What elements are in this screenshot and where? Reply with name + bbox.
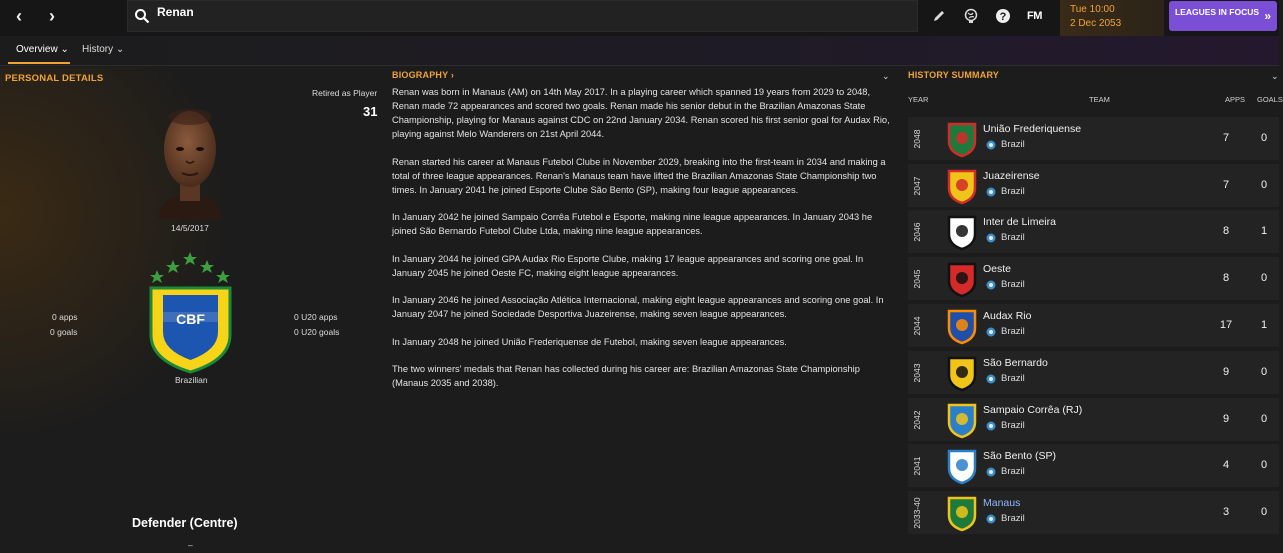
search-bar[interactable] (127, 0, 918, 32)
senior-goals: 0 goals (50, 327, 78, 337)
col-header-apps[interactable]: APPS (1225, 95, 1246, 104)
search-query: Renan (157, 5, 194, 19)
brazil-flag-icon (986, 327, 996, 337)
col-header-team[interactable]: TEAM (1089, 95, 1110, 104)
active-tab-indicator (8, 62, 70, 64)
bio-paragraph: In January 2044 he joined GPA Audax Rio Esporte Clube, making 17 league appearances and scoring one goal. In January 2045 he joined Oeste FC, making eight league appearances. (392, 253, 864, 278)
game-time: Tue 10:00 (1070, 4, 1115, 15)
history-goals: 1 (1260, 319, 1268, 331)
team-name-link[interactable]: Oeste (983, 263, 1012, 275)
sao-bernardo-crest[interactable] (945, 355, 979, 391)
history-collapse-chevron-icon[interactable]: ⌄ (1271, 71, 1279, 81)
history-year: 2046 (912, 222, 922, 241)
sampaio-correa-crest[interactable] (945, 402, 979, 438)
svg-text:?: ? (999, 11, 1007, 23)
juazeirense-crest[interactable] (945, 168, 979, 204)
uniao-crest[interactable] (945, 121, 979, 157)
date-of-birth: 14/5/2017 (171, 223, 209, 233)
history-apps: 3 (1222, 506, 1230, 518)
brazil-flag-icon (986, 140, 996, 150)
history-apps: 9 (1222, 366, 1230, 378)
player-portrait (154, 103, 226, 219)
history-year-cell (908, 398, 926, 441)
sub-navigation (0, 36, 1279, 66)
history-row[interactable] (908, 351, 1279, 394)
team-nation: Brazil (1001, 420, 1025, 431)
edit-icon[interactable] (931, 8, 947, 24)
history-row[interactable] (908, 164, 1279, 207)
team-nation: Brazil (1001, 373, 1025, 384)
brazil-flag-icon (986, 421, 996, 431)
biography-text (392, 85, 898, 404)
history-goals: 1 (1260, 225, 1268, 237)
world-icon[interactable] (963, 8, 979, 24)
senior-apps: 0 apps (52, 312, 78, 322)
inter-limeira-crest[interactable] (945, 214, 979, 250)
history-apps: 8 (1222, 272, 1230, 284)
u20-goals: 0 U20 goals (294, 327, 340, 337)
team-name-link[interactable]: São Bernardo (983, 357, 1048, 369)
history-goals: 0 (1260, 459, 1268, 471)
col-header-goals[interactable]: GOALS (1257, 95, 1283, 104)
bio-paragraph: In January 2048 he joined União Frederiquense de Futebol, making seven league appearances. (392, 336, 787, 347)
history-apps: 4 (1222, 459, 1230, 471)
history-year: 2048 (912, 129, 922, 148)
double-chevron-icon: » (1264, 9, 1271, 23)
history-goals: 0 (1260, 179, 1268, 191)
bio-paragraph: The two winners' medals that Renan has collected during his career are: Brazilian Amazonas State Championship (Manaus 2035 and 2038). (392, 364, 860, 388)
team-name-link[interactable]: São Bento (SP) (983, 450, 1056, 462)
leagues-in-focus-label: LEAGUES IN FOCUS (1174, 7, 1260, 17)
history-year-cell (908, 117, 926, 160)
bio-paragraph: In January 2042 he joined Sampaio Corrêa Futebol e Esporte, making nine league appearances. In January 2043 he joined São Bernardo Futebol Clube Ltda, making nine league appearances. (392, 212, 873, 236)
history-year-cell (908, 304, 926, 347)
game-date-text: 2 Dec 2053 (1070, 18, 1122, 29)
sao-bento-crest[interactable] (945, 448, 979, 484)
team-name-link[interactable]: Inter de Limeira (983, 216, 1056, 228)
bio-paragraph: Renan started his career at Manaus Futebol Clube in November 2029, breaking into the first-team in 2034 and making a total of three league appearances. Renan's Manaus team have lifted the Brazilian Amazonas State Championship two times. In January 2041 he joined Esporte Clube São Bento (SP), making four league appearances. (392, 156, 886, 195)
biography-panel (386, 67, 902, 553)
team-name-link[interactable]: Audax Rio (983, 310, 1032, 322)
brazil-flag-icon (986, 467, 996, 477)
history-goals: 0 (1260, 413, 1268, 425)
history-apps: 7 (1222, 179, 1230, 191)
history-year: 2043 (912, 363, 922, 382)
game-date[interactable] (1060, 0, 1164, 36)
team-nation: Brazil (1001, 232, 1025, 243)
team-name-link[interactable]: Juazeirense (983, 170, 1040, 182)
history-row[interactable] (908, 210, 1279, 253)
search-icon (134, 8, 150, 24)
fm-logo[interactable]: FM (1027, 10, 1042, 22)
history-year: 2033-40 (912, 496, 922, 529)
audax-crest[interactable] (945, 308, 979, 344)
back-button[interactable]: ‹ (16, 6, 22, 26)
bio-paragraph: Renan was born in Manaus (AM) on 14th May 2017. In a playing career which spanned 19 years from 2029 to 2048, Renan made 72 appearances and scored two goals. Renan made his senior debut in the Brazilian Amazonas State Championship, playing for Manaus against CDC on 22nd January 2034. Renan scored his first senior goal for Audax Rio, playing against Melo Wanderers on 21st April 2044. (392, 87, 890, 139)
oeste-crest[interactable] (945, 261, 979, 297)
history-year-cell (908, 210, 926, 253)
player-status: Retired as Player (312, 88, 378, 98)
history-row[interactable] (908, 304, 1279, 347)
team-name-link[interactable]: União Frederiquense (983, 123, 1082, 135)
history-year: 2044 (912, 316, 922, 335)
player-age: 31 (363, 104, 378, 119)
col-header-year[interactable]: YEAR (908, 95, 929, 104)
history-year-cell (908, 164, 926, 207)
history-year: 2045 (912, 269, 922, 288)
history-row[interactable] (908, 257, 1279, 300)
history-row[interactable] (908, 398, 1279, 441)
team-nation: Brazil (1001, 466, 1025, 477)
help-icon[interactable] (995, 8, 1011, 24)
team-nation: Brazil (1001, 513, 1025, 524)
history-apps: 7 (1222, 132, 1230, 144)
top-bar (0, 0, 1279, 36)
team-nation: Brazil (1001, 139, 1025, 150)
history-year: 2042 (912, 410, 922, 429)
forward-button[interactable]: › (49, 6, 55, 26)
bio-paragraph: In January 2046 he joined Associação Atlética Internacional, making eight league appearances and scoring one goal. In January 2047 he joined Sociedade Desportiva Juazeirense, making seven league appearances. (392, 295, 884, 319)
history-year-cell (908, 351, 926, 394)
history-year-cell (908, 257, 926, 300)
brazil-flag-icon (986, 280, 996, 290)
player-position: Defender (Centre) (132, 516, 238, 530)
history-year-cell (908, 491, 926, 534)
tab-overview[interactable]: Overview ⌄ (16, 44, 69, 55)
team-nation: Brazil (1001, 326, 1025, 337)
history-goals: 0 (1260, 132, 1268, 144)
badge-text: CBF (176, 311, 205, 327)
brazil-flag-icon (986, 233, 996, 243)
history-year: 2041 (912, 456, 922, 475)
biography-collapse-chevron-icon[interactable]: ⌄ (882, 71, 890, 81)
history-summary-title: HISTORY SUMMARY (908, 70, 1000, 80)
position-sub: – (188, 540, 193, 550)
u20-apps: 0 U20 apps (294, 312, 338, 322)
history-apps: 17 (1219, 319, 1233, 331)
history-apps: 8 (1222, 225, 1230, 237)
team-name-link[interactable]: Sampaio Corrêa (RJ) (983, 404, 1083, 416)
history-apps: 9 (1222, 413, 1230, 425)
history-row[interactable] (908, 491, 1279, 534)
nationality: Brazilian (175, 375, 208, 385)
history-row[interactable] (908, 444, 1279, 487)
biography-title[interactable]: BIOGRAPHY › (392, 70, 455, 80)
history-goals: 0 (1260, 272, 1268, 284)
leagues-in-focus-button[interactable] (1169, 1, 1277, 31)
history-row[interactable] (908, 117, 1279, 160)
brazil-flag-icon (986, 374, 996, 384)
history-year: 2047 (912, 176, 922, 195)
cbf-badge (143, 250, 238, 375)
brazil-flag-icon (986, 514, 996, 524)
brazil-flag-icon (986, 187, 996, 197)
history-year-cell (908, 444, 926, 487)
personal-details-title: PERSONAL DETAILS (5, 73, 104, 84)
team-name-link[interactable]: Manaus (983, 497, 1021, 509)
history-goals: 0 (1260, 506, 1268, 518)
tab-history[interactable]: History ⌄ (82, 44, 125, 55)
history-summary-panel (903, 67, 1283, 553)
history-goals: 0 (1260, 366, 1268, 378)
team-nation: Brazil (1001, 279, 1025, 290)
manaus-crest[interactable] (945, 495, 979, 531)
team-nation: Brazil (1001, 186, 1025, 197)
